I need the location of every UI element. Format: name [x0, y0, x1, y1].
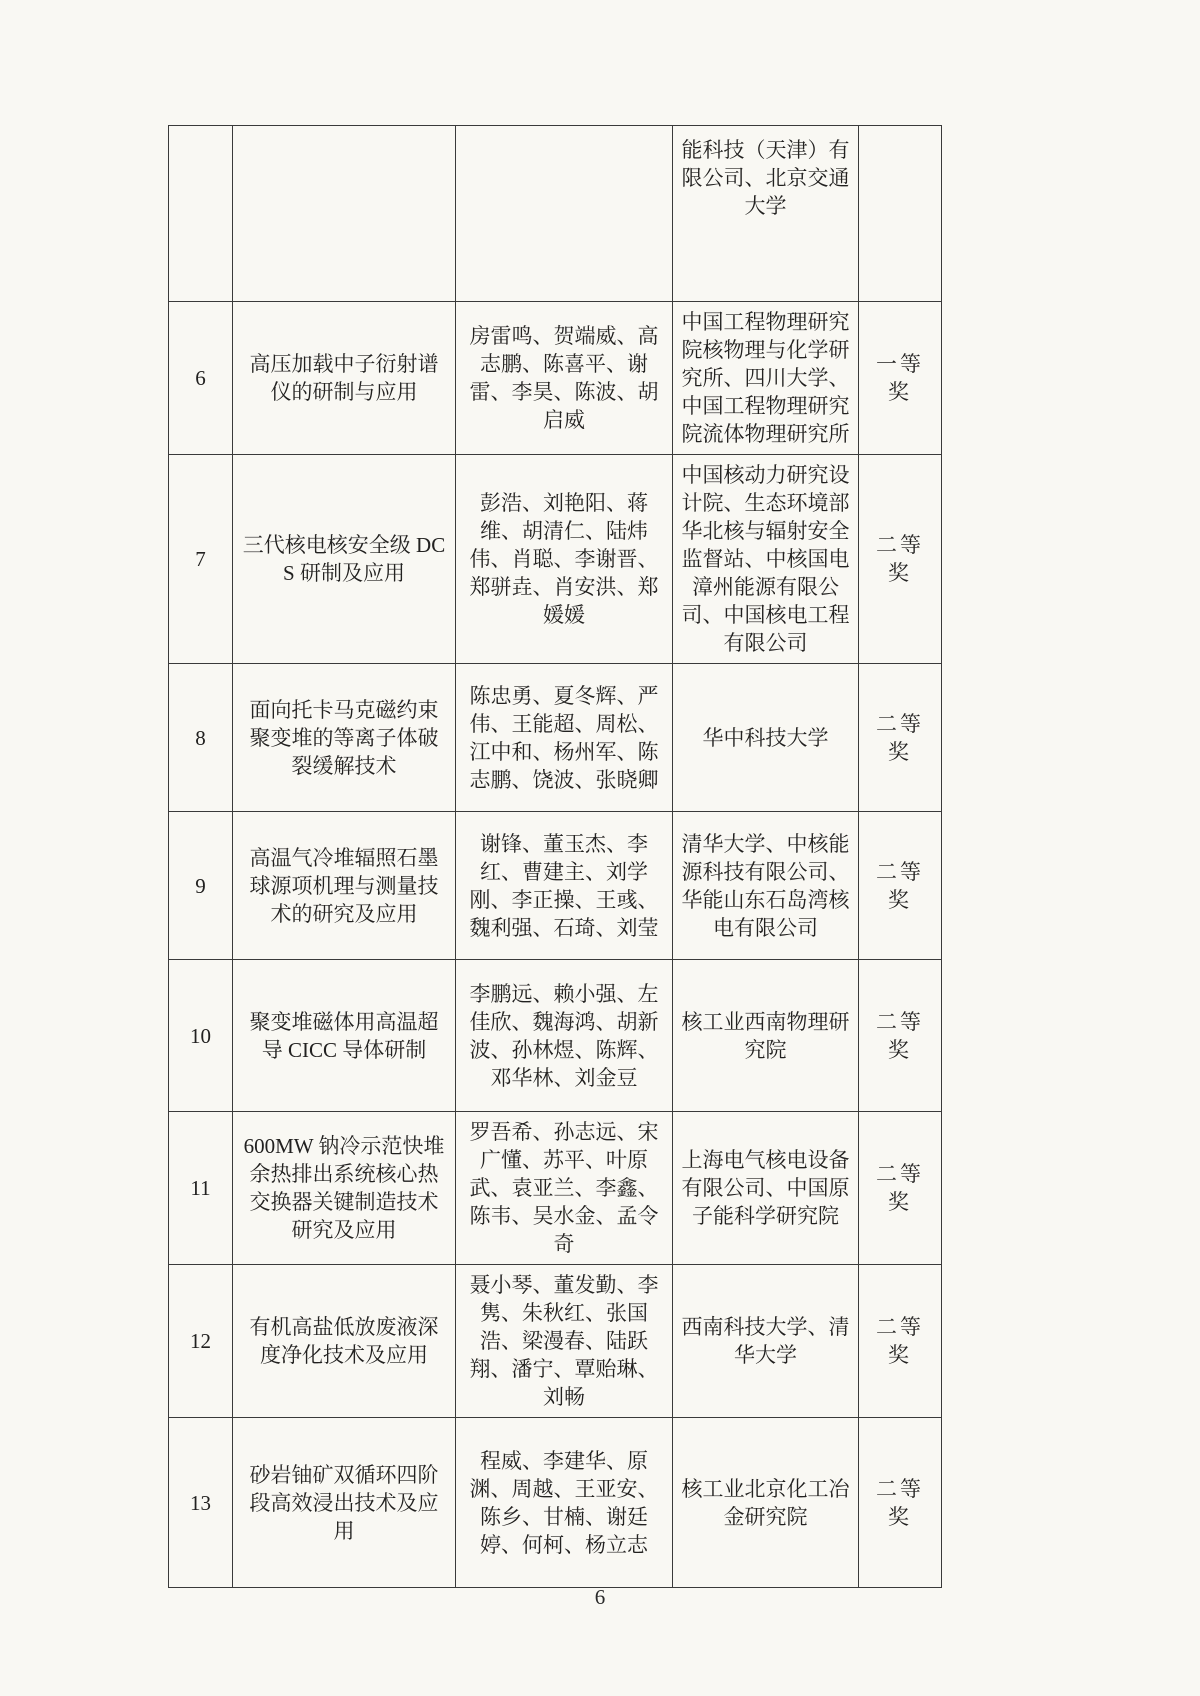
cell-project: 砂岩铀矿双循环四阶段高效浸出技术及应用 — [233, 1418, 456, 1588]
cell-organizations: 清华大学、中核能源科技有限公司、华能山东石岛湾核电有限公司 — [673, 812, 859, 960]
cell-people — [456, 126, 673, 302]
table-row — [169, 1265, 942, 1418]
cell-index: 13 — [169, 1418, 233, 1588]
cell-index — [169, 126, 233, 302]
cell-organizations: 核工业西南物理研究院 — [673, 960, 859, 1112]
cell-organizations: 中国核动力研究设计院、生态环境部华北核与辐射安全监督站、中核国电漳州能源有限公司、中国核电工程有限公司 — [673, 455, 859, 664]
cell-project: 面向托卡马克磁约束聚变堆的等离子体破裂缓解技术 — [233, 664, 456, 812]
page-number: 6 — [594, 1585, 606, 1609]
cell-project: 高温气冷堆辐照石墨球源项机理与测量技术的研究及应用 — [233, 812, 456, 960]
cell-award: 二等奖 — [859, 812, 942, 960]
cell-award: 二等奖 — [859, 1112, 942, 1265]
cell-project: 600MW 钠冷示范快堆余热排出系统核心热交换器关键制造技术研究及应用 — [233, 1112, 456, 1265]
cell-project: 高压加载中子衍射谱仪的研制与应用 — [233, 302, 456, 455]
cell-organizations: 西南科技大学、清华大学 — [673, 1265, 859, 1418]
cell-project: 三代核电核安全级 DCS 研制及应用 — [233, 455, 456, 664]
cell-award — [859, 126, 942, 302]
table-row — [169, 960, 942, 1112]
table-row — [169, 302, 942, 455]
cell-people: 房雷鸣、贺端威、高志鹏、陈喜平、谢雷、李昊、陈波、胡启威 — [456, 302, 673, 455]
cell-award: 一等奖 — [859, 302, 942, 455]
cell-award: 二等奖 — [859, 455, 942, 664]
cell-people: 彭浩、刘艳阳、蒋维、胡清仁、陆炜伟、肖聪、李谢晋、郑骈垚、肖安洪、郑媛媛 — [456, 455, 673, 664]
table-row — [169, 1112, 942, 1265]
cell-award: 二等奖 — [859, 664, 942, 812]
cell-index: 12 — [169, 1265, 233, 1418]
table-row-continuation — [169, 126, 942, 302]
cell-organizations: 上海电气核电设备有限公司、中国原子能科学研究院 — [673, 1112, 859, 1265]
cell-people: 李鹏远、赖小强、左佳欣、魏海鸿、胡新波、孙林煜、陈辉、邓华林、刘金豆 — [456, 960, 673, 1112]
table-row — [169, 812, 942, 960]
cell-people: 谢锋、董玉杰、李红、曹建主、刘学刚、李正操、王彧、魏利强、石琦、刘莹 — [456, 812, 673, 960]
awards-table — [168, 125, 942, 1588]
cell-index: 8 — [169, 664, 233, 812]
cell-organizations: 华中科技大学 — [673, 664, 859, 812]
cell-people: 罗吾希、孙志远、宋广懂、苏平、叶原武、袁亚兰、李鑫、陈韦、吴水金、孟令奇 — [456, 1112, 673, 1265]
cell-organizations: 核工业北京化工冶金研究院 — [673, 1418, 859, 1588]
cell-index: 9 — [169, 812, 233, 960]
cell-index: 11 — [169, 1112, 233, 1265]
cell-index: 10 — [169, 960, 233, 1112]
cell-project: 有机高盐低放废液深度净化技术及应用 — [233, 1265, 456, 1418]
cell-award: 二等奖 — [859, 960, 942, 1112]
table-row — [169, 455, 942, 664]
cell-project: 聚变堆磁体用高温超导 CICC 导体研制 — [233, 960, 456, 1112]
cell-index: 6 — [169, 302, 233, 455]
cell-people: 程威、李建华、原渊、周越、王亚安、陈乡、甘楠、谢廷婷、何柯、杨立志 — [456, 1418, 673, 1588]
cell-organizations: 能科技（天津）有限公司、北京交通大学 — [673, 126, 859, 302]
table-row — [169, 664, 942, 812]
cell-award: 二等奖 — [859, 1418, 942, 1588]
cell-people: 聂小琴、董发勤、李隽、朱秋红、张国浩、梁漫春、陆跃翔、潘宁、覃贻琳、刘畅 — [456, 1265, 673, 1418]
cell-organizations: 中国工程物理研究院核物理与化学研究所、四川大学、中国工程物理研究院流体物理研究所 — [673, 302, 859, 455]
cell-project — [233, 126, 456, 302]
cell-award: 二等奖 — [859, 1265, 942, 1418]
table-row — [169, 1418, 942, 1588]
cell-index: 7 — [169, 455, 233, 664]
cell-people: 陈忠勇、夏冬辉、严伟、王能超、周松、江中和、杨州军、陈志鹏、饶波、张晓卿 — [456, 664, 673, 812]
